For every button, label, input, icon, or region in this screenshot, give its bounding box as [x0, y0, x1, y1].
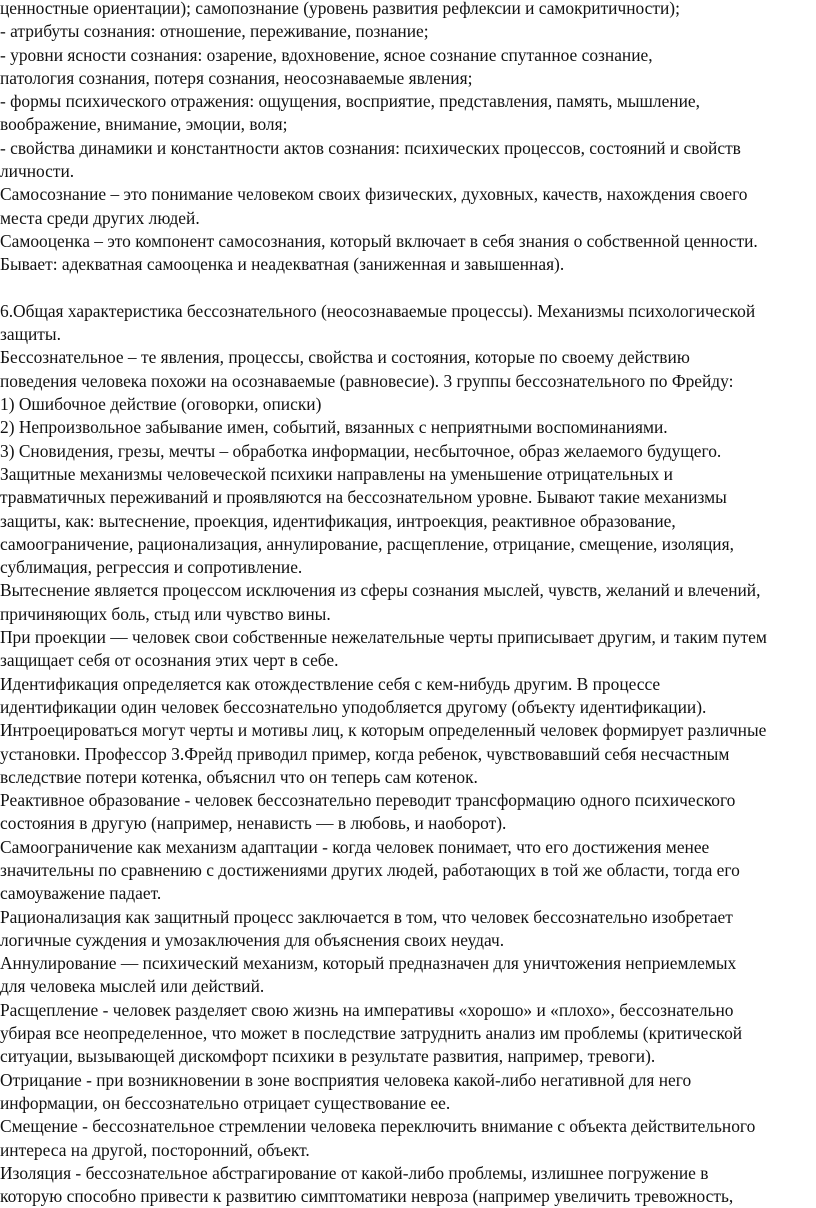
list-item: 1) Ошибочное действие (оговорки, описки): [0, 394, 322, 415]
text-line: Отрицание - при возникновении в зоне восприятия человека какой-либо негативной для него: [0, 1069, 692, 1090]
text-line: При проекции — человек свои собственные нежелательные черты приписывает другим, и таким путем: [0, 627, 767, 648]
text-line: Расщепление - человек разделяет свою жизнь на императивы «хорошо» и «плохо», бессознательно: [0, 999, 734, 1020]
text-line: причиняющих боль, стыд или чувство вины.: [0, 603, 331, 624]
text-line: Идентификация определяется как отождествление себя с кем-нибудь другим. В процессе: [0, 673, 661, 694]
text-line: Самооценка – это компонент самосознания, который включает в себя знания о собственной ценности.: [0, 230, 758, 251]
text-line: Бессознательное – те явления, процессы, свойства и состояния, которые по своему действию: [0, 347, 690, 368]
section-heading: защиты.: [0, 324, 61, 345]
text-line: травматичных переживаний и проявляются на бессознательном уровне. Бывают такие механизмы: [0, 487, 727, 508]
text-line: защиты, как: вытеснение, проекция, идентификация, интроекция, реактивное образование,: [0, 510, 676, 531]
text-line: самоограничение, рационализация, аннулирование, расщепление, отрицание, смещение, изоляция,: [0, 533, 734, 554]
text-line: Защитные механизмы человеческой психики направлены на уменьшение отрицательных и: [0, 463, 673, 484]
text-line: Смещение - бессознательное стремлении человека переключить внимание с объекта действительного: [0, 1116, 756, 1137]
text-line: Рационализация как защитный процесс заключается в том, что человек бессознательно изобретает: [0, 906, 733, 927]
text-line: поведения человека похожи на осознаваемые (равновесие). 3 группы бессознательного по Фрейду:: [0, 370, 734, 391]
text-line: Реактивное образование - человек бессознательно переводит трансформацию одного психического: [0, 790, 736, 811]
text-line: Изоляция - бессознательное абстрагирование от какой-либо проблемы, излишнее погружение в: [0, 1162, 709, 1183]
text-line: - атрибуты сознания: отношение, переживание, познание;: [0, 21, 429, 42]
text-line: информации, он бессознательно отрицает существование ее.: [0, 1092, 451, 1113]
text-line: - формы психического отражения: ощущения, восприятие, представления, память, мышление,: [0, 91, 700, 112]
text-line: значительны по сравнению с достижениями других людей, работающих в той же области, тогда его: [0, 859, 740, 880]
text-line: ситуации, вызывающей дискомфорт психики в результате развития, например, тревоги).: [0, 1046, 656, 1067]
text-line: интереса на другой, посторонний, объект.: [0, 1139, 310, 1160]
text-line: Самоограничение как механизм адаптации - когда человек понимает, что его достижения менее: [0, 836, 710, 857]
text-line: для человека мыслей или действий.: [0, 976, 265, 997]
text-line: убирая все неопределенное, что может в последствие затруднить анализ им проблемы (критической: [0, 1023, 743, 1044]
text-line: вследствие потери котенка, объяснил что он теперь сам котенок.: [0, 766, 478, 787]
text-line: личности.: [0, 161, 75, 182]
text-line: идентификации один человек бессознательно уподобляется другому (объекту идентификации).: [0, 696, 707, 717]
text-line: состояния в другую (например, ненависть — в любовь, и наоборот).: [0, 813, 507, 834]
text-line: самоуважение падает.: [0, 883, 162, 904]
list-item: 3) Сновидения, грезы, мечты – обработка информации, несбыточное, образ желаемого будущего.: [0, 440, 722, 461]
text-line: сублимация, регрессия и сопротивление.: [0, 557, 303, 578]
text-line: защищает себя от осознания этих черт в себе.: [0, 650, 339, 671]
text-line: логичные суждения и умозаключения для объяснения своих неудач.: [0, 929, 505, 950]
text-line: Аннулирование — психический механизм, который предназначен для уничтожения неприемлемых: [0, 953, 737, 974]
list-item: 2) Непроизвольное забывание имен, событий, вязанных с неприятными воспоминаниями.: [0, 417, 668, 438]
text-line: Вытеснение является процессом исключения из сферы сознания мыслей, чувств, желаний и влечений,: [0, 580, 761, 601]
blank-line: [0, 277, 816, 300]
text-line: воображение, внимание, эмоции, воля;: [0, 114, 288, 135]
text-line: патология сознания, потеря сознания, неосознаваемые явления;: [0, 67, 473, 88]
text-line: установки. Профессор З.Фрейд приводил пример, когда ребенок, чувствовавший себя несчастным: [0, 743, 730, 764]
text-line: места среди других людей.: [0, 207, 200, 228]
text-line: ценностные ориентации); самопознание (уровень развития рефлексии и самокритичности);: [0, 0, 680, 18]
section-heading: 6.Общая характеристика бессознательного (неосознаваемые процессы). Механизмы психологической: [0, 300, 756, 321]
text-line: которую способно привести к развитию симптоматики невроза (например увеличить тревожность,: [0, 1186, 734, 1207]
text-line: - уровни ясности сознания: озарение, вдохновение, ясное сознание спутанное сознание,: [0, 44, 653, 65]
text-line: Бывает: адекватная самооценка и неадекватная (заниженная и завышенная).: [0, 254, 565, 275]
text-line: Интроецироваться могут черты и мотивы лиц, к которым определенный человек формирует различные: [0, 720, 767, 741]
text-line: - свойства динамики и константности актов сознания: психических процессов, состояний и свойств: [0, 137, 741, 158]
text-line: Самосознание – это понимание человеком своих физических, духовных, качеств, нахождения своего: [0, 184, 748, 205]
